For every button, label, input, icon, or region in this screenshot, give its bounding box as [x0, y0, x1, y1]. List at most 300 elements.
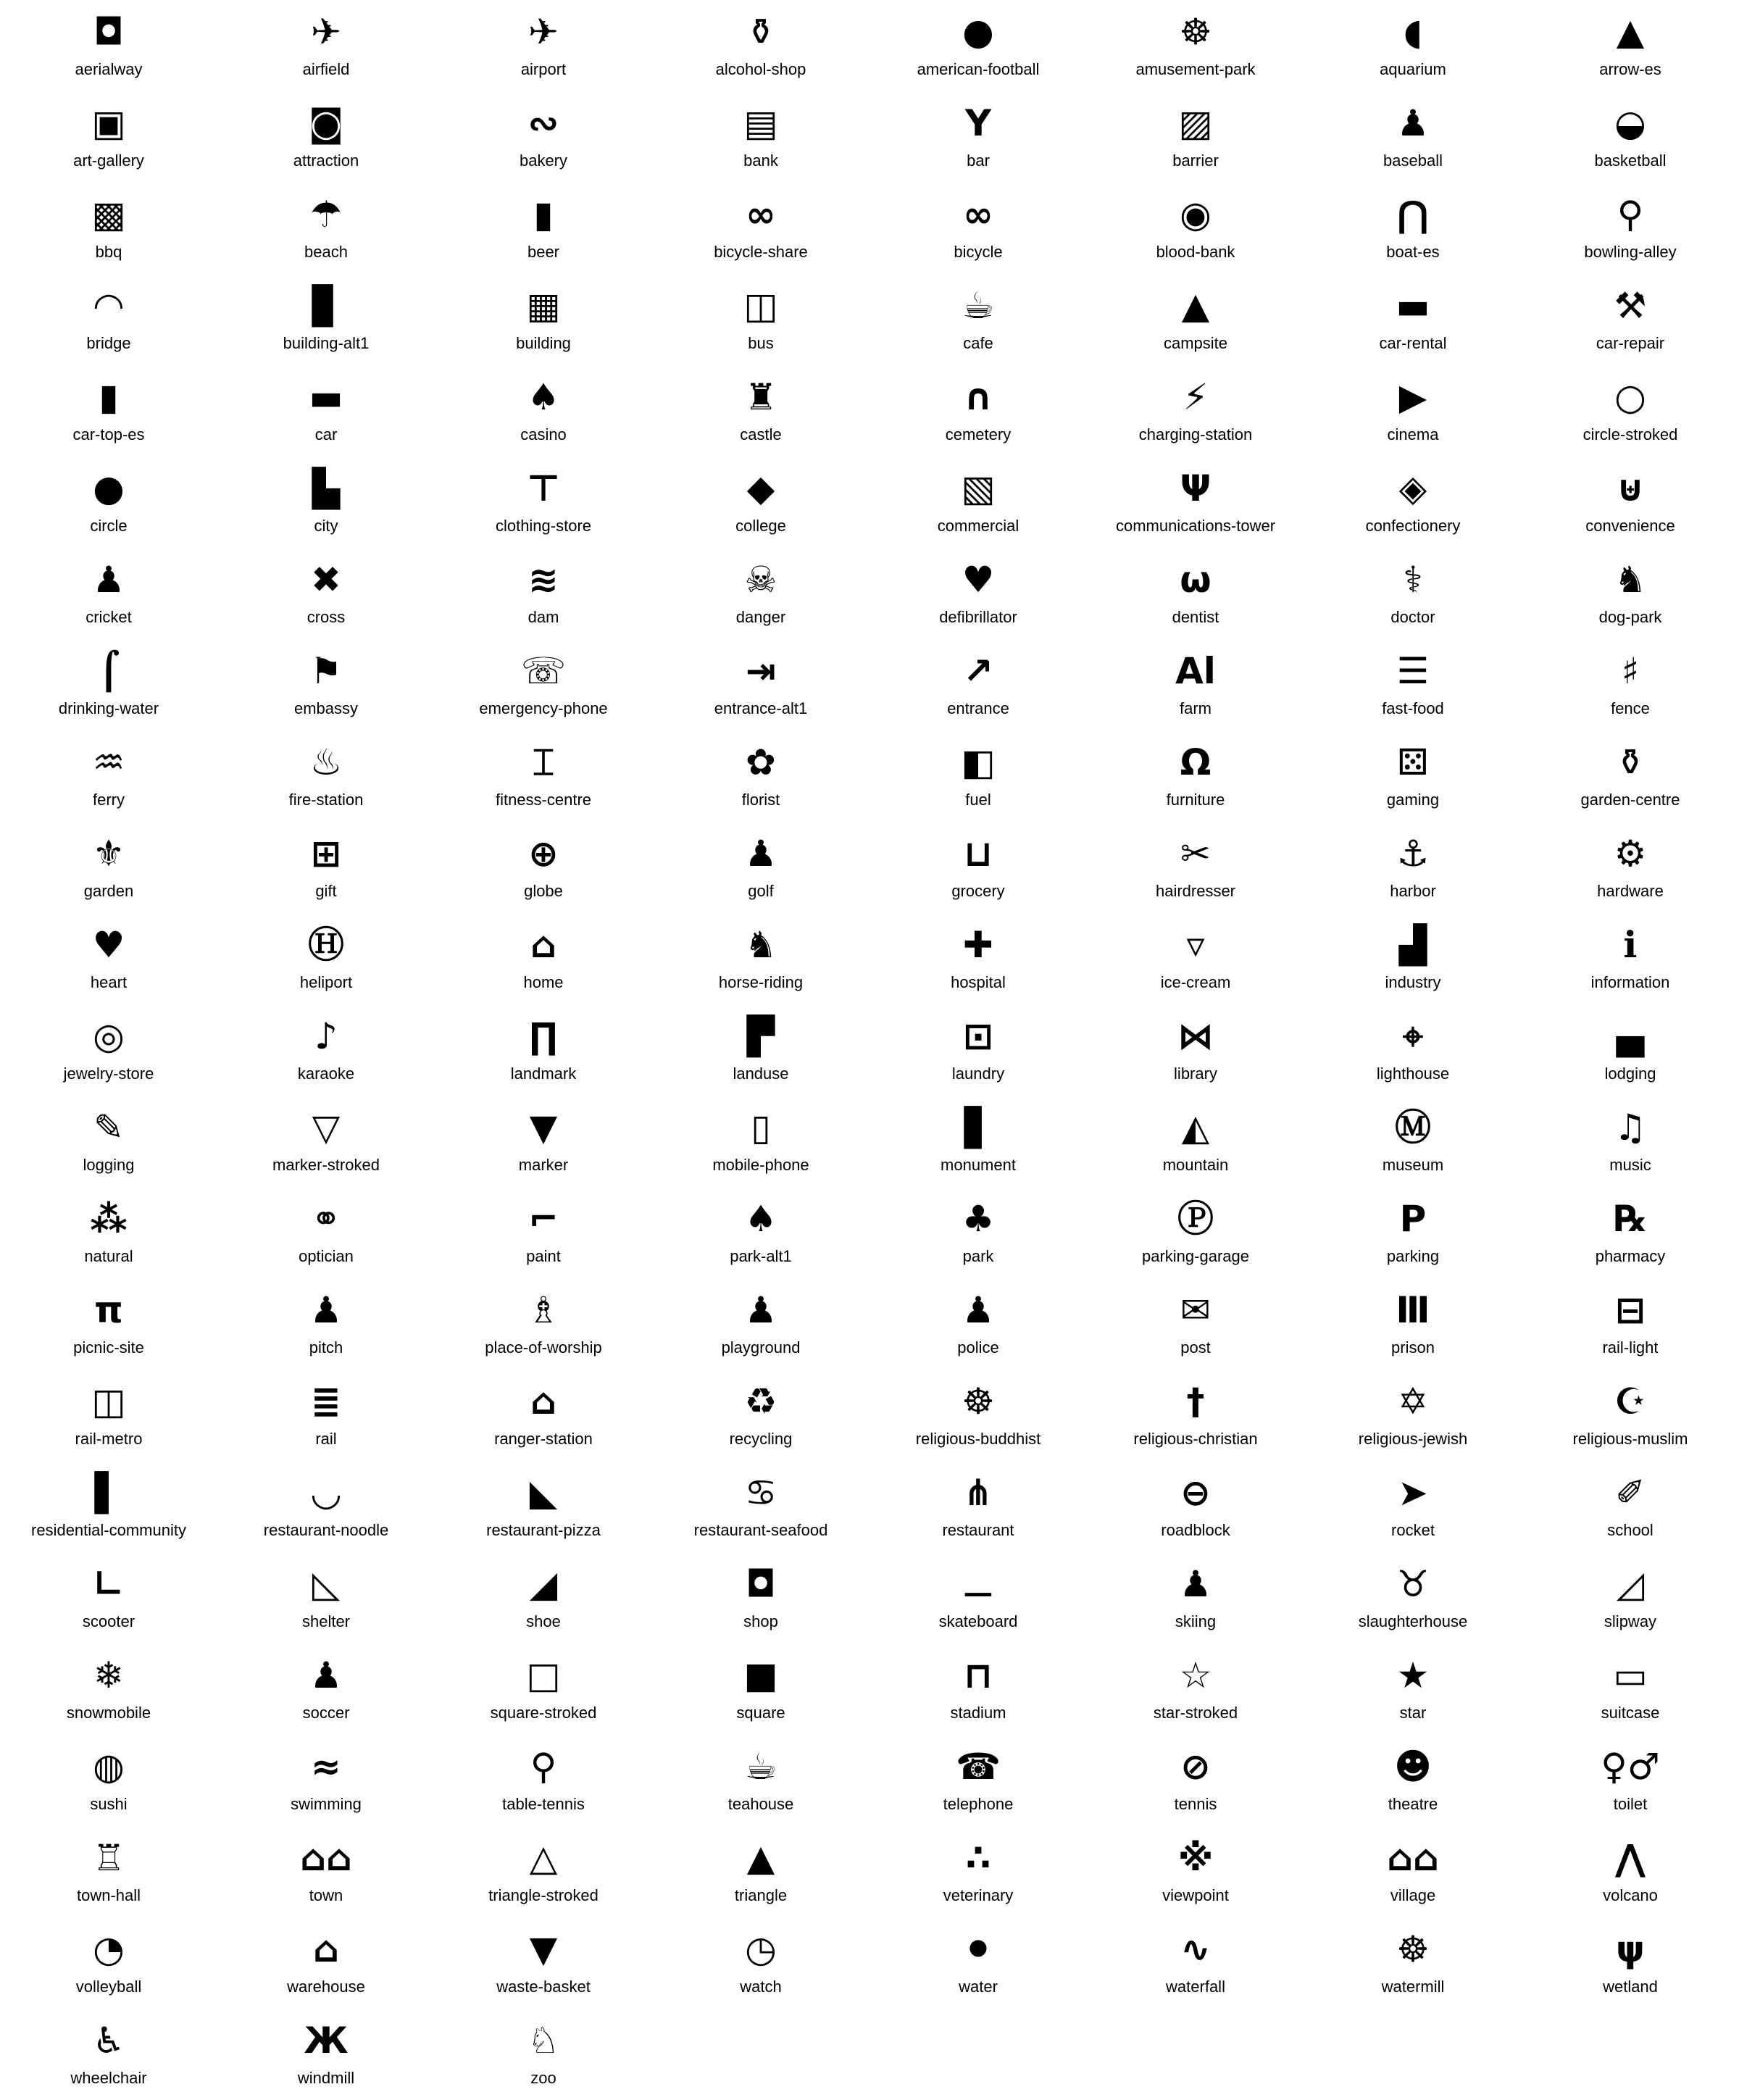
icon-label: school: [1607, 1521, 1653, 1539]
icon-label: marker: [518, 1156, 569, 1174]
drinking-water-icon: ⌠: [97, 650, 120, 692]
icon-cell: [435, 1735, 652, 1826]
icon-label: drinking-water: [58, 699, 159, 717]
icon-label: tennis: [1174, 1795, 1217, 1813]
icon-cell: [0, 1643, 217, 1735]
cross-icon: ✖: [311, 559, 341, 601]
castle-icon: ♜: [744, 376, 777, 418]
icon-label: bus: [748, 334, 774, 352]
roadblock-icon: ⊖: [1180, 1472, 1211, 1514]
harbor-icon: ⚓: [1396, 833, 1430, 875]
icon-cell: [1522, 1735, 1739, 1826]
ice-cream-icon: ▿: [1186, 924, 1205, 966]
icon-cell: [1304, 1370, 1522, 1461]
rail-icon: ≣: [311, 1380, 341, 1422]
icon-label: police: [957, 1338, 999, 1357]
icon-label: confectionery: [1365, 517, 1461, 535]
icon-label: casino: [520, 425, 567, 443]
icon-cell: [0, 639, 217, 730]
icon-label: car-top-es: [72, 425, 145, 443]
icon-cell: [652, 1552, 870, 1643]
icon-label: rocket: [1391, 1521, 1435, 1539]
icon-label: logging: [83, 1156, 135, 1174]
icon-cell: [870, 1370, 1087, 1461]
veterinary-icon: ∴: [965, 1837, 991, 1879]
icon-cell: [1522, 1917, 1739, 2009]
icon-label: gaming: [1386, 791, 1440, 809]
residential-community-icon: ▌: [94, 1472, 123, 1514]
aquarium-icon: ◖: [1403, 11, 1423, 53]
icon-cell: [1304, 548, 1522, 639]
icon-label: cross: [306, 608, 346, 626]
icon-cell: [652, 91, 870, 183]
icon-cell: [1087, 1278, 1304, 1370]
icon-label: parking: [1386, 1247, 1440, 1265]
icon-cell: [1087, 183, 1304, 274]
icon-cell: [1087, 91, 1304, 183]
icon-cell: [0, 1278, 217, 1370]
icon-label: landuse: [733, 1064, 789, 1083]
stadium-icon: ⊓: [964, 1654, 993, 1696]
sushi-icon: ◍: [93, 1746, 125, 1788]
square-stroked-icon: □: [526, 1654, 561, 1696]
icon-label: shelter: [301, 1612, 351, 1630]
soccer-icon: ♟: [309, 1654, 343, 1696]
florist-icon: ✿: [746, 741, 776, 783]
icon-label: ranger-station: [494, 1430, 593, 1448]
icon-cell: [1522, 91, 1739, 183]
icon-cell: [870, 0, 1087, 91]
icon-label: circle-stroked: [1582, 425, 1678, 443]
icon-label: roadblock: [1161, 1521, 1230, 1539]
icon-label: hardware: [1597, 882, 1664, 900]
icon-label: globe: [524, 882, 563, 900]
car-top-es-icon: ▮: [99, 376, 119, 418]
confectionery-icon: ◈: [1398, 467, 1427, 509]
icon-label: danger: [735, 608, 786, 626]
icon-label: pitch: [309, 1338, 343, 1357]
icon-cell: [1304, 639, 1522, 730]
icon-label: theatre: [1388, 1795, 1438, 1813]
icon-label: american-football: [917, 60, 1040, 78]
icon-label: fuel: [965, 791, 991, 809]
alcohol-shop-icon: ⚱: [746, 11, 776, 53]
icon-cell: [1087, 0, 1304, 91]
icon-cell: [1087, 1735, 1304, 1826]
icon-cell: [217, 1917, 435, 2009]
icon-label: circle: [90, 517, 128, 535]
icon-label: bakery: [519, 151, 568, 170]
icon-cell: [1087, 1187, 1304, 1278]
rail-light-icon: ⊟: [1615, 1289, 1646, 1331]
icon-cell: [435, 274, 652, 365]
village-icon: ⌂⌂: [1387, 1837, 1439, 1879]
icon-cell: [435, 822, 652, 913]
icon-label: convenience: [1585, 517, 1675, 535]
icon-cell: [1087, 1552, 1304, 1643]
icon-label: star-stroked: [1153, 1704, 1238, 1722]
icon-cell: [652, 0, 870, 91]
icon-cell: [652, 1917, 870, 2009]
icon-cell: [652, 274, 870, 365]
home-icon: ⌂: [530, 924, 556, 966]
toilet-icon: ♀♂: [1601, 1746, 1660, 1788]
icon-cell: [652, 913, 870, 1004]
icon-cell: [1304, 913, 1522, 1004]
library-icon: ⋈: [1177, 1015, 1214, 1057]
icon-label: landmark: [510, 1064, 577, 1083]
icon-cell: [1522, 822, 1739, 913]
bicycle-icon: ∞: [963, 193, 993, 236]
icon-label: triangle-stroked: [488, 1886, 599, 1904]
icon-label: bowling-alley: [1584, 243, 1677, 261]
shelter-icon: ◺: [312, 1563, 341, 1605]
icon-cell: [870, 1826, 1087, 1917]
icon-label: restaurant: [942, 1521, 1014, 1539]
icon-cell: [217, 1187, 435, 1278]
fence-icon: ♯: [1621, 650, 1640, 692]
restaurant-icon: ⋔: [963, 1472, 993, 1514]
icon-label: lighthouse: [1376, 1064, 1450, 1083]
cafe-icon: ☕: [962, 285, 995, 327]
icon-label: garden-centre: [1580, 791, 1680, 809]
icon-label: town: [309, 1886, 343, 1904]
icon-label: slipway: [1604, 1612, 1657, 1630]
cemetery-icon: ∩: [963, 376, 993, 418]
icon-label: building: [516, 334, 571, 352]
viewpoint-icon: ※: [1177, 1837, 1214, 1879]
slaughterhouse-icon: ♉: [1396, 1563, 1430, 1605]
icon-cell: [1087, 548, 1304, 639]
religious-christian-icon: †: [1186, 1380, 1205, 1422]
icon-cell: [0, 1187, 217, 1278]
table-tennis-icon: ⚲: [530, 1746, 557, 1788]
icon-cell: [1304, 183, 1522, 274]
triangle-icon: ▲: [746, 1837, 775, 1879]
defibrillator-icon: ♥: [962, 559, 995, 601]
icon-label: boat-es: [1386, 243, 1440, 261]
icon-cell: [435, 913, 652, 1004]
icon-label: paint: [526, 1247, 561, 1265]
icon-label: alcohol-shop: [715, 60, 806, 78]
icon-cell: [435, 730, 652, 822]
beach-icon: ☂: [309, 193, 343, 236]
icon-label: lodging: [1604, 1064, 1656, 1083]
art-gallery-icon: ▣: [91, 102, 126, 144]
bicycle-share-icon: ∞: [746, 193, 776, 236]
icon-cell: [1304, 1826, 1522, 1917]
icon-label: ice-cream: [1160, 973, 1231, 991]
icon-label: viewpoint: [1162, 1886, 1229, 1904]
icon-label: car: [314, 425, 338, 443]
icon-cell: [1304, 730, 1522, 822]
icon-cell: [1522, 1004, 1739, 1096]
icon-cell: [435, 457, 652, 548]
icon-label: art-gallery: [73, 151, 144, 170]
icon-label: picnic-site: [73, 1338, 144, 1357]
icon-cell: [652, 183, 870, 274]
heliport-icon: Ⓗ: [308, 924, 344, 966]
landuse-icon: ▛: [746, 1015, 775, 1057]
icon-label: slaughterhouse: [1358, 1612, 1468, 1630]
icon-cell: [652, 730, 870, 822]
icon-label: hospital: [951, 973, 1006, 991]
icon-cell: [1522, 365, 1739, 457]
optician-icon: ⚭: [311, 1198, 341, 1240]
lighthouse-icon: ⌖: [1402, 1015, 1424, 1057]
waterfall-icon: ∿: [1180, 1928, 1211, 1970]
icon-label: garden: [83, 882, 134, 900]
city-icon: ▙: [312, 467, 341, 509]
icon-cell: [217, 274, 435, 365]
icon-label: fire-station: [288, 791, 364, 809]
icon-cell: [652, 822, 870, 913]
icon-cell: [217, 2009, 435, 2100]
icon-label: monument: [941, 1156, 1016, 1174]
volleyball-icon: ◔: [93, 1928, 125, 1970]
icon-cell: [652, 365, 870, 457]
icon-cell: [435, 91, 652, 183]
icon-label: barrier: [1172, 151, 1219, 170]
american-football-icon: ●: [962, 11, 994, 53]
swimming-icon: ≈: [311, 1746, 341, 1788]
campsite-icon: ▲: [1181, 285, 1210, 327]
bus-icon: ◫: [743, 285, 778, 327]
icon-cell: [870, 1096, 1087, 1187]
icon-cell: [435, 1826, 652, 1917]
icon-cell: [0, 1735, 217, 1826]
restaurant-noodle-icon: ◡: [312, 1472, 341, 1514]
natural-icon: ⁂: [90, 1198, 128, 1240]
icon-label: parking-garage: [1142, 1247, 1249, 1265]
icon-label: park: [962, 1247, 994, 1265]
blood-bank-icon: ◉: [1180, 193, 1212, 236]
icon-label: volleyball: [75, 1978, 142, 1996]
icon-label: harbor: [1390, 882, 1436, 900]
icon-label: dentist: [1172, 608, 1219, 626]
icon-label: entrance: [947, 699, 1009, 717]
icon-label: bridge: [86, 334, 131, 352]
icon-label: entrance-alt1: [714, 699, 808, 717]
icon-cell: [217, 1370, 435, 1461]
icon-label: clothing-store: [495, 517, 592, 535]
icon-label: residential-community: [31, 1521, 186, 1539]
icon-label: pharmacy: [1595, 1247, 1666, 1265]
danger-icon: ☠: [744, 559, 777, 601]
icon-cell: [217, 913, 435, 1004]
icon-cell: [0, 1826, 217, 1917]
icon-label: snowmobile: [66, 1704, 151, 1722]
icon-label: fitness-centre: [495, 791, 592, 809]
icon-cell: [217, 822, 435, 913]
marker-stroked-icon: ▽: [312, 1107, 341, 1149]
icon-label: watch: [740, 1978, 782, 1996]
garden-centre-icon: ⚱: [1615, 741, 1646, 783]
car-icon: ▬: [309, 376, 343, 418]
icon-label: cemetery: [945, 425, 1012, 443]
icon-cell: [435, 548, 652, 639]
industry-icon: ▟: [1398, 924, 1427, 966]
icon-cell: [652, 1187, 870, 1278]
icon-cell: [870, 913, 1087, 1004]
icon-cell: [1087, 365, 1304, 457]
wetland-icon: ψ: [1616, 1928, 1645, 1970]
restaurant-pizza-icon: ◣: [529, 1472, 558, 1514]
hairdresser-icon: ✂: [1180, 833, 1211, 875]
icon-label: square-stroked: [490, 1704, 597, 1722]
icon-label: scooter: [82, 1612, 135, 1630]
icon-label: bicycle: [954, 243, 1003, 261]
icon-cell: [652, 1826, 870, 1917]
icon-label: aerialway: [75, 60, 143, 78]
information-icon: ℹ: [1623, 924, 1638, 966]
hospital-icon: ✚: [963, 924, 993, 966]
icon-cell: [1522, 1552, 1739, 1643]
icon-cell: [652, 1096, 870, 1187]
icon-label: village: [1390, 1886, 1436, 1904]
hardware-icon: ⚙: [1614, 833, 1647, 875]
monument-icon: ▋: [964, 1107, 993, 1149]
icon-cell: [435, 1278, 652, 1370]
arrow-es-icon: ▲: [1616, 11, 1645, 53]
car-rental-icon: ▬: [1396, 285, 1430, 327]
scooter-icon: ∟: [93, 1563, 124, 1605]
entrance-icon: ↗: [963, 650, 993, 692]
logging-icon: ✎: [93, 1107, 124, 1149]
icon-cell: [435, 1643, 652, 1735]
embassy-icon: ⚑: [309, 650, 343, 692]
icon-cell: [435, 0, 652, 91]
icon-cell: [1522, 457, 1739, 548]
icon-label: skiing: [1175, 1612, 1217, 1630]
icon-cell: [870, 1552, 1087, 1643]
pharmacy-icon: ℞: [1614, 1198, 1647, 1240]
marker-icon: ▼: [529, 1107, 558, 1149]
police-icon: ♟: [962, 1289, 995, 1331]
boat-es-icon: ⋂: [1397, 193, 1429, 236]
commercial-icon: ▧: [961, 467, 996, 509]
icon-cell: [0, 2009, 217, 2100]
windmill-icon: Ж: [304, 2020, 349, 2062]
icon-label: cricket: [86, 608, 132, 626]
dentist-icon: ω: [1180, 559, 1212, 601]
icon-label: hairdresser: [1155, 882, 1236, 900]
casino-icon: ♠: [527, 376, 560, 418]
icon-label: bicycle-share: [714, 243, 808, 261]
icon-cell: [652, 639, 870, 730]
icon-cell: [217, 1735, 435, 1826]
icon-cell: [652, 1735, 870, 1826]
school-icon: ✐: [1615, 1472, 1646, 1514]
circle-icon: ●: [93, 467, 125, 509]
icon-label: park-alt1: [730, 1247, 792, 1265]
icon-cell: [0, 1096, 217, 1187]
icon-cell: [0, 1461, 217, 1552]
icon-cell: [870, 457, 1087, 548]
beer-icon: ▮: [533, 193, 554, 236]
bridge-icon: ◠: [94, 285, 123, 327]
icon-cell: [1522, 730, 1739, 822]
snowmobile-icon: ❄: [93, 1654, 124, 1696]
gaming-icon: ⚄: [1397, 741, 1429, 783]
park-icon: ♣: [962, 1198, 995, 1240]
icon-cell: [870, 365, 1087, 457]
college-icon: ◆: [746, 467, 775, 509]
horse-riding-icon: ♞: [744, 924, 777, 966]
icon-label: florist: [741, 791, 780, 809]
icon-cell: [1304, 1187, 1522, 1278]
icon-cell: [1304, 91, 1522, 183]
icon-cell: [1304, 1735, 1522, 1826]
icon-label: windmill: [297, 2069, 355, 2087]
icon-cell: [1087, 1643, 1304, 1735]
circle-stroked-icon: ○: [1614, 376, 1646, 418]
icon-label: beach: [304, 243, 348, 261]
icon-cell: [0, 365, 217, 457]
icon-label: recycling: [729, 1430, 793, 1448]
icon-cell: [435, 183, 652, 274]
icon-label: marker-stroked: [272, 1156, 380, 1174]
icon-label: rail: [315, 1430, 337, 1448]
mobile-phone-icon: ▯: [751, 1107, 771, 1149]
icon-cell: [217, 1461, 435, 1552]
icon-label: city: [314, 517, 338, 535]
icon-label: water: [959, 1978, 998, 1996]
icon-label: post: [1180, 1338, 1211, 1357]
water-icon: ⚫: [963, 1928, 993, 1970]
icon-label: college: [735, 517, 786, 535]
icon-label: religious-muslim: [1572, 1430, 1688, 1448]
icon-label: mountain: [1162, 1156, 1229, 1174]
icon-label: communications-tower: [1115, 517, 1276, 535]
icon-cell: [1304, 1917, 1522, 2009]
icon-label: place-of-worship: [485, 1338, 602, 1357]
icon-cell: [435, 2009, 652, 2100]
fire-station-icon: ♨: [309, 741, 343, 783]
icon-label: airport: [520, 60, 567, 78]
icon-cell: [1522, 1461, 1739, 1552]
icon-cell: [217, 365, 435, 457]
icon-cell: [1304, 1461, 1522, 1552]
recycling-icon: ♻: [744, 1380, 777, 1422]
icon-cell: [1522, 1370, 1739, 1461]
park-alt1-icon: ♠: [744, 1198, 777, 1240]
icon-cell: [1304, 274, 1522, 365]
icon-cell: [217, 1096, 435, 1187]
skateboard-icon: ⚊: [962, 1563, 995, 1605]
icon-cell: [652, 457, 870, 548]
icon-label: shoe: [526, 1612, 561, 1630]
religious-jewish-icon: ✡: [1398, 1380, 1428, 1422]
icon-cell: [217, 91, 435, 183]
golf-icon: ♟: [744, 833, 777, 875]
icon-label: golf: [748, 882, 774, 900]
icon-cell: [1304, 457, 1522, 548]
cinema-icon: ▶: [1398, 376, 1427, 418]
icon-cell: [870, 1187, 1087, 1278]
ferry-icon: ♒: [92, 741, 125, 783]
icon-cell: [1087, 1461, 1304, 1552]
icon-cell: [652, 1004, 870, 1096]
icon-cell: [870, 730, 1087, 822]
icon-cell: [870, 274, 1087, 365]
restaurant-seafood-icon: ♋: [744, 1472, 777, 1514]
icon-cell: [870, 822, 1087, 913]
icon-label: mobile-phone: [712, 1156, 809, 1174]
playground-icon: ♟: [744, 1289, 777, 1331]
icon-cell: [870, 183, 1087, 274]
furniture-icon: Ω: [1180, 741, 1212, 783]
